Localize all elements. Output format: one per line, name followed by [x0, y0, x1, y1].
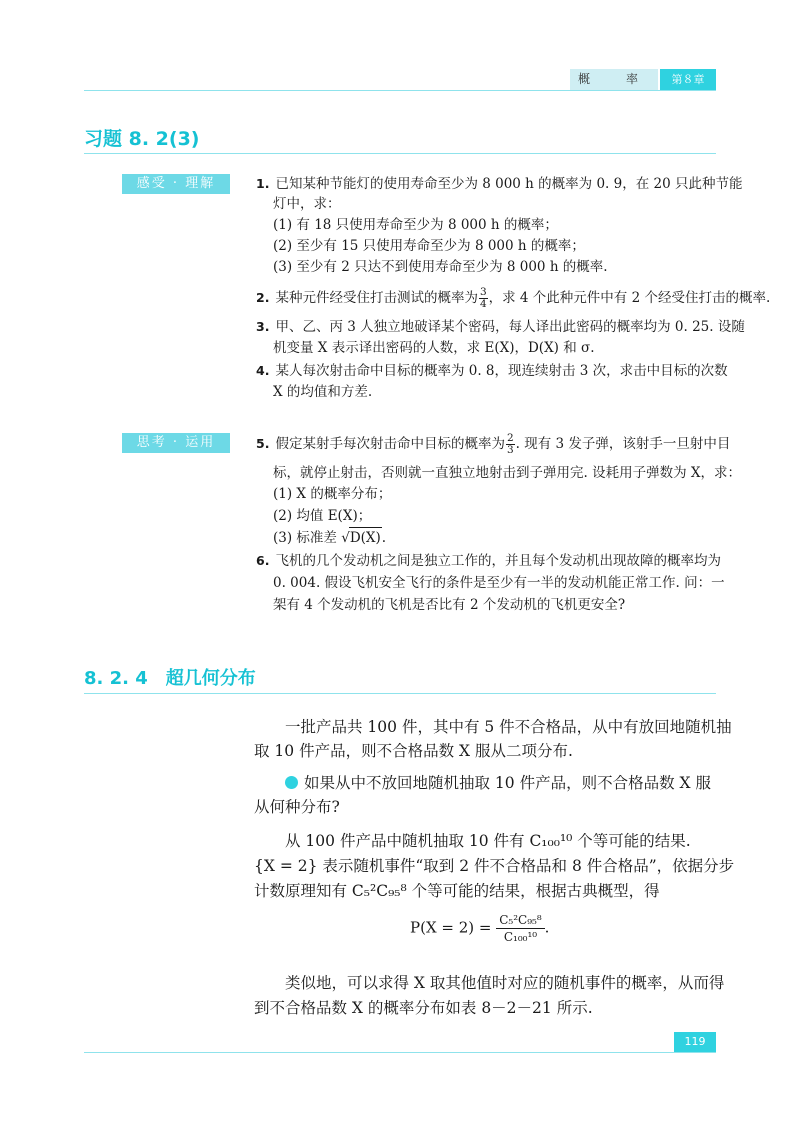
formula-denominator: C₁₀₀¹⁰: [503, 930, 538, 944]
fraction-denominator: 4: [479, 298, 487, 310]
sub-end: .: [381, 530, 387, 546]
question-text: ，求 4 个此种元件中有 2 个经受住打击的概率.: [488, 290, 771, 306]
question-number: 5.: [256, 436, 270, 451]
question-6-line2: 0. 004. 假设飞机安全飞行的条件是至少有一半的发动机能正常工作. 问：一: [273, 575, 725, 591]
question-text: 假定某射手每次射击命中目标的概率为: [275, 436, 505, 452]
question-5-sub3: [273, 527, 386, 548]
question-text: 某种元件经受住打击测试的概率为: [275, 290, 478, 306]
bullet-dot-icon: [285, 776, 298, 789]
sub-label: (3) 标准差 √: [273, 530, 350, 546]
question-prompt-line2: 从何种分布?: [254, 798, 340, 816]
question-number: 6.: [256, 553, 270, 568]
question-1: [256, 174, 742, 194]
exercise-title: 习题 8. 2(3): [84, 128, 200, 150]
radicand: D(X): [349, 527, 382, 548]
question-2: [256, 287, 770, 310]
fraction-numerator: 2: [506, 432, 514, 444]
question-4-line2: X 的均值和方差.: [273, 384, 373, 400]
question-5: [256, 433, 730, 456]
probability-formula: [410, 912, 549, 945]
fraction: [479, 287, 488, 310]
question-text: . 现有 3 发子弹，该射手一旦射中目: [515, 436, 731, 452]
question-number: 1.: [256, 176, 270, 191]
formula-lhs: P(X = 2) =: [410, 918, 492, 937]
question-1-sub2: (2) 至少有 15 只使用寿命至少为 8 000 h 的概率；: [273, 238, 585, 254]
paragraph-2-line3: 计数原理知有 C₅²C₉₅⁸ 个等可能的结果，根据古典概型，得: [254, 882, 660, 900]
paragraph-1-line1: 一批产品共 100 件，其中有 5 件不合格品，从中有放回地随机抽: [285, 718, 732, 736]
question-1-line2: 灯中，求：: [273, 196, 341, 212]
paragraph-3-line2: 到不合格品数 X 的概率分布如表 8－2－21 所示.: [254, 999, 593, 1017]
fraction-denominator: 3: [506, 444, 514, 456]
question-number: 3.: [256, 319, 270, 334]
question-5-sub2: (2) 均值 E(X)；: [273, 508, 372, 524]
formula-end: .: [544, 918, 550, 937]
question-number: 2.: [256, 290, 270, 305]
exercise-title-rule: [84, 153, 716, 154]
question-1-sub3: (3) 至少有 2 只达不到使用寿命至少为 8 000 h 的概率.: [273, 259, 608, 275]
question-prompt: [285, 772, 711, 794]
page-number: 119: [674, 1032, 716, 1052]
paragraph-1-line2: 取 10 件产品，则不合格品数 X 服从二项分布.: [254, 742, 573, 760]
question-text: 飞机的几个发动机之间是独立工作的，并且每个发动机出现故障的概率均为: [275, 553, 721, 569]
question-text: 已知某种节能灯的使用寿命至少为 8 000 h 的概率为 0. 9，在 20 只此种节能: [275, 176, 743, 192]
header-rule: [84, 90, 716, 91]
section-title: 8. 2. 4 超几何分布: [84, 668, 256, 689]
formula-numerator: C₅²C₉₅⁸: [496, 912, 544, 929]
question-text: 某人每次射击命中目标的概率为 0. 8，现连续射击 3 次，求击中目标的次数: [275, 363, 728, 379]
question-1-sub1: (1) 有 18 只使用寿命至少为 8 000 h 的概率；: [273, 217, 558, 233]
running-header: [570, 69, 716, 90]
question-3-line2: 机变量 X 表示译出密码的人数，求 E(X)，D(X) 和 σ.: [273, 340, 595, 356]
paragraph-2-line2: {X = 2} 表示随机事件“取到 2 件不合格品和 8 件合格品”，依据分步: [254, 857, 735, 875]
question-6: [256, 551, 721, 571]
chapter-number: 第８章: [660, 69, 716, 90]
question-6-line3: 架有 4 个发动机的飞机是否比有 2 个发动机的飞机更安全?: [273, 597, 626, 613]
formula-fraction: [496, 912, 544, 945]
tag-think-apply: 思考 · 运用: [122, 433, 230, 453]
question-3: [256, 317, 745, 337]
question-5-sub1: (1) X 的概率分布；: [273, 486, 392, 502]
footer-rule: [84, 1052, 716, 1053]
paragraph-3-line1: 类似地，可以求得 X 取其他值时对应的随机事件的概率，从而得: [285, 974, 725, 992]
chapter-name: 概 率: [570, 69, 658, 90]
paragraph-2-line1: 从 100 件产品中随机抽取 10 件有 C₁₀₀¹⁰ 个等可能的结果.: [285, 832, 691, 850]
tag-feel-understand: 感受 · 理解: [122, 174, 230, 194]
question-text: 甲、乙、丙 3 人独立地破译某个密码，每人译出此密码的概率均为 0. 25. 设随: [275, 319, 745, 335]
question-prompt-text: 如果从中不放回地随机抽取 10 件产品，则不合格品数 X 服: [304, 774, 711, 792]
fraction: [506, 433, 515, 456]
fraction-numerator: 3: [479, 286, 487, 298]
section-title-rule: [84, 693, 716, 694]
question-4: [256, 361, 728, 381]
question-number: 4.: [256, 363, 270, 378]
question-5-line2: 标，就停止射击，否则就一直独立地射击到子弹用完. 设耗用子弹数为 X，求：: [273, 465, 741, 481]
